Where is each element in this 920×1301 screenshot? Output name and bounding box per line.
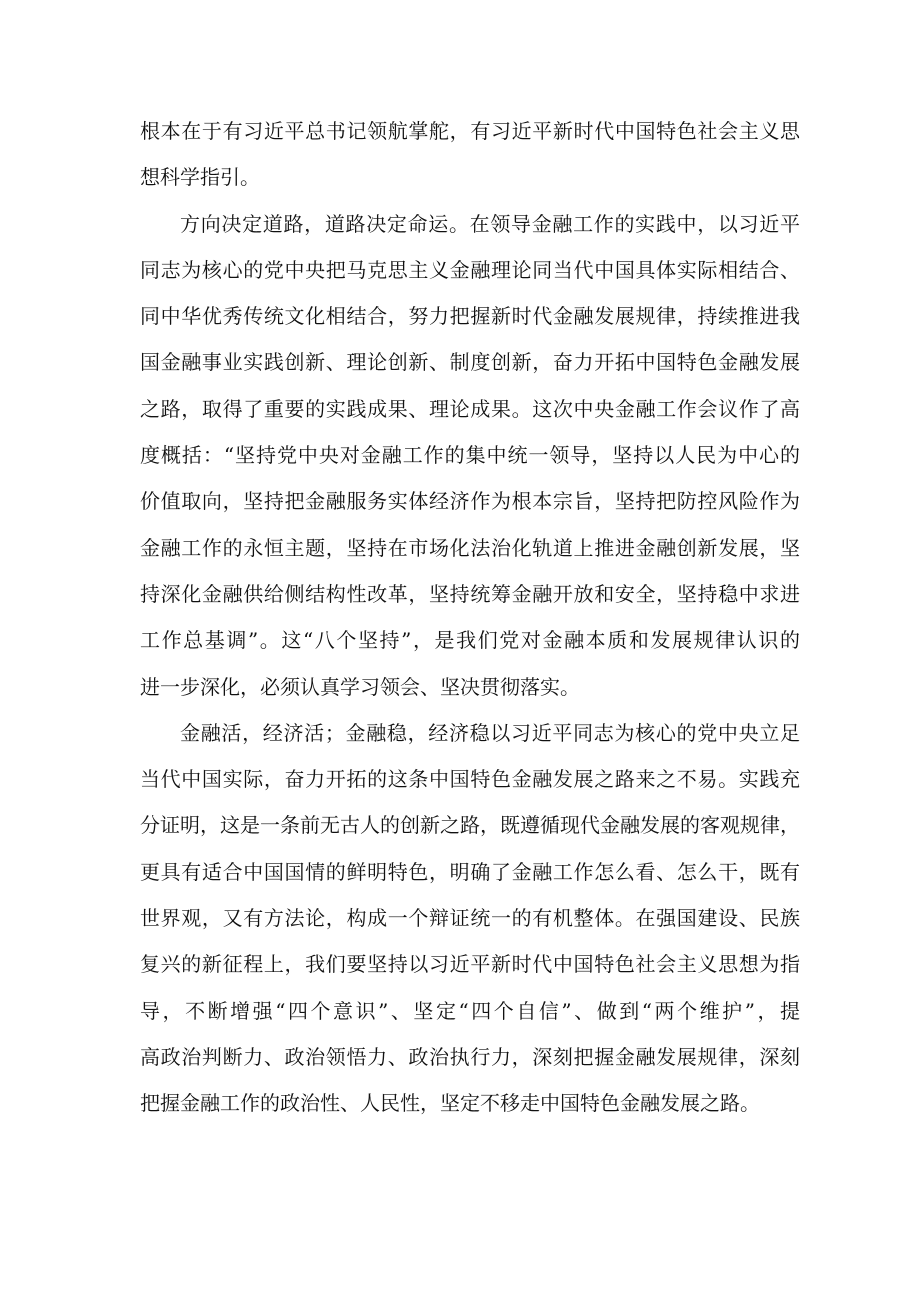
text-line: 高政治判断力、政治领悟力、政治执行力，深刻把握金融发展规律，深刻 — [140, 1044, 800, 1069]
text-line: 同中华优秀传统文化相结合，努力把握新时代金融发展规律，持续推进我 — [140, 304, 800, 329]
text-line: 度概括：“坚持党中央对金融工作的集中统一领导，坚持以人民为中心的 — [140, 443, 800, 468]
text-line: 同志为核心的党中央把马克思主义金融理论同当代中国具体实际相结合、 — [140, 257, 800, 282]
text-line: 分证明，这是一条前无古人的创新之路，既遵循现代金融发展的客观规律， — [140, 813, 800, 838]
text-line: 导，不断增强“四个意识”、坚定“四个自信”、做到“两个维护”，提 — [140, 998, 800, 1023]
document-body — [140, 108, 800, 1127]
text-line: 把握金融工作的政治性、人民性，坚定不移走中国特色金融发展之路。 — [140, 1091, 760, 1116]
paragraph-2 — [140, 201, 800, 710]
text-line: 持深化金融供给侧结构性改革，坚持统筹金融开放和安全，坚持稳中求进 — [140, 581, 800, 606]
text-line: 想科学指引。 — [140, 165, 260, 190]
text-line: 当代中国实际，奋力开拓的这条中国特色金融发展之路来之不易。实践充 — [140, 767, 800, 792]
text-line: 进一步深化，必须认真学习领会、坚决贯彻落实。 — [140, 674, 580, 699]
paragraph-1 — [140, 108, 800, 201]
text-line: 之路，取得了重要的实践成果、理论成果。这次中央金融工作会议作了高 — [140, 396, 800, 421]
text-line: 更具有适合中国国情的鲜明特色，明确了金融工作怎么看、怎么干，既有 — [140, 859, 800, 884]
text-line: 金融工作的永恒主题，坚持在市场化法治化轨道上推进金融创新发展，坚 — [140, 535, 800, 560]
text-line: 方向决定道路，道路决定命运。在领导金融工作的实践中，以习近平 — [180, 211, 800, 236]
text-line: 工作总基调”。这“八个坚持”，是我们党对金融本质和发展规律认识的 — [140, 628, 800, 653]
text-line: 世界观，又有方法论，构成一个辩证统一的有机整体。在强国建设、民族 — [140, 906, 800, 931]
text-line: 根本在于有习近平总书记领航掌舵，有习近平新时代中国特色社会主义思 — [140, 119, 800, 143]
text-line: 复兴的新征程上，我们要坚持以习近平新时代中国特色社会主义思想为指 — [140, 952, 800, 977]
text-line: 价值取向，坚持把金融服务实体经济作为根本宗旨，坚持把防控风险作为 — [140, 489, 800, 514]
text-line: 国金融事业实践创新、理论创新、制度创新，奋力开拓中国特色金融发展 — [140, 350, 800, 375]
text-line: 金融活，经济活；金融稳，经济稳以习近平同志为核心的党中央立足 — [180, 720, 800, 745]
paragraph-3 — [140, 710, 800, 1127]
